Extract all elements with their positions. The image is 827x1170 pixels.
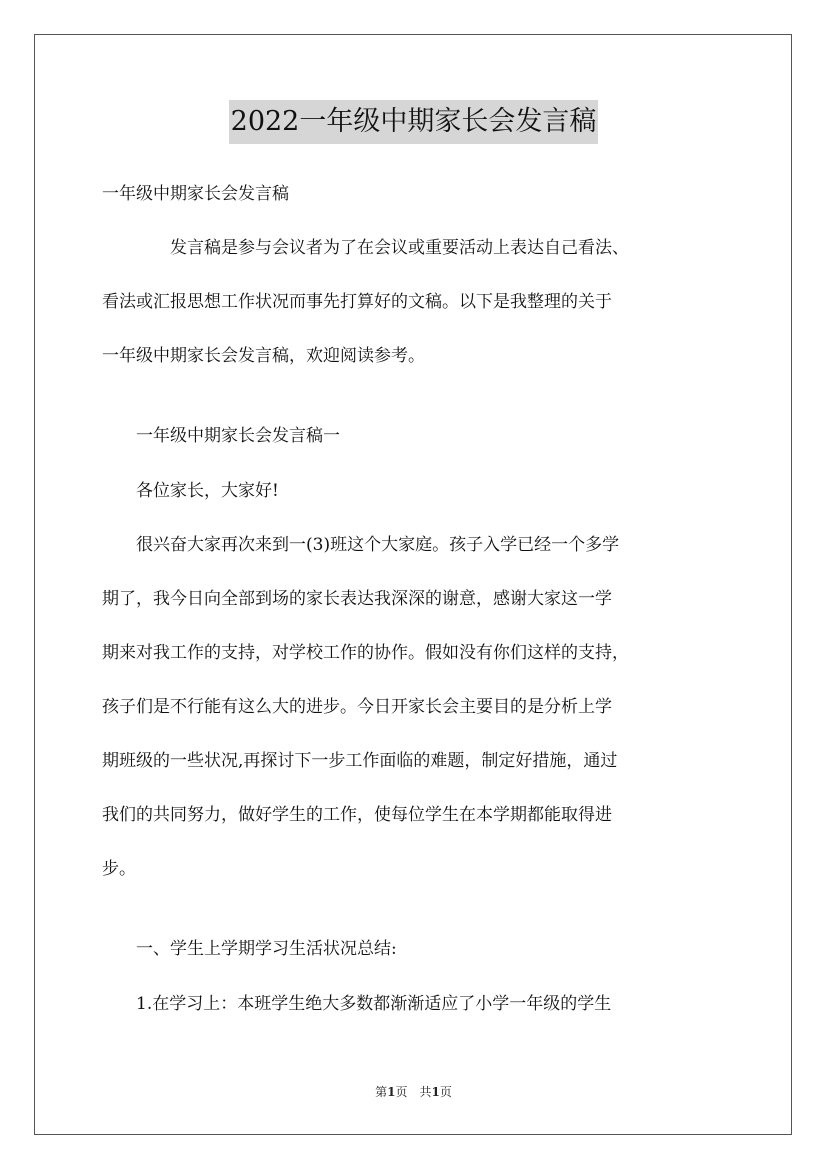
footer-mid: 页 共	[395, 1085, 432, 1099]
footer-total-pages: 1	[431, 1085, 440, 1099]
body-line: 孩子们是不行能有这么大的进步。今日开家长会主要目的是分析上学	[102, 697, 612, 717]
intro-line: 一年级中期家长会发言稿，欢迎阅读参考。	[102, 346, 425, 366]
body-line: 很兴奋大家再次来到一(3)班这个大家庭。孩子入学已经一个多学	[102, 535, 620, 555]
body-line: 我们的共同努力，做好学生的工作，使每位学生在本学期都能取得进	[102, 805, 612, 825]
intro-line: 看法或汇报思想工作状况而事先打算好的文稿。以下是我整理的关于	[102, 292, 612, 312]
section-heading: 一年级中期家长会发言稿一	[102, 426, 340, 446]
body-line: 期了，我今日向全部到场的家长表达我深深的谢意，感谢大家这一学	[102, 589, 612, 609]
title-container	[0, 100, 827, 144]
intro-line: 发言稿是参与会议者为了在会议或重要活动上表达自己看法、	[102, 238, 629, 258]
intro-paragraph	[102, 221, 742, 383]
point-heading: 一、学生上学期学习生活状况总结:	[102, 939, 397, 959]
body-line: 期来对我工作的支持，对学校工作的协作。假如没有你们这样的支持，	[102, 643, 629, 663]
page-footer	[0, 1083, 827, 1101]
footer-current-page: 1	[387, 1085, 396, 1099]
greeting: 各位家长，大家好!	[102, 481, 279, 501]
document-title: 2022一年级中期家长会发言稿	[229, 100, 599, 144]
body-paragraph	[102, 518, 742, 896]
body-line: 步。	[102, 859, 136, 879]
footer-prefix: 第	[375, 1085, 388, 1099]
point-1: 1.在学习上：本班学生绝大多数都渐渐适应了小学一年级的学生	[102, 994, 612, 1014]
footer-suffix: 页	[439, 1085, 452, 1099]
document-subtitle: 一年级中期家长会发言稿	[102, 184, 289, 204]
body-line: 期班级的一些状况,再探讨下一步工作面临的难题，制定好措施，通过	[102, 751, 618, 771]
